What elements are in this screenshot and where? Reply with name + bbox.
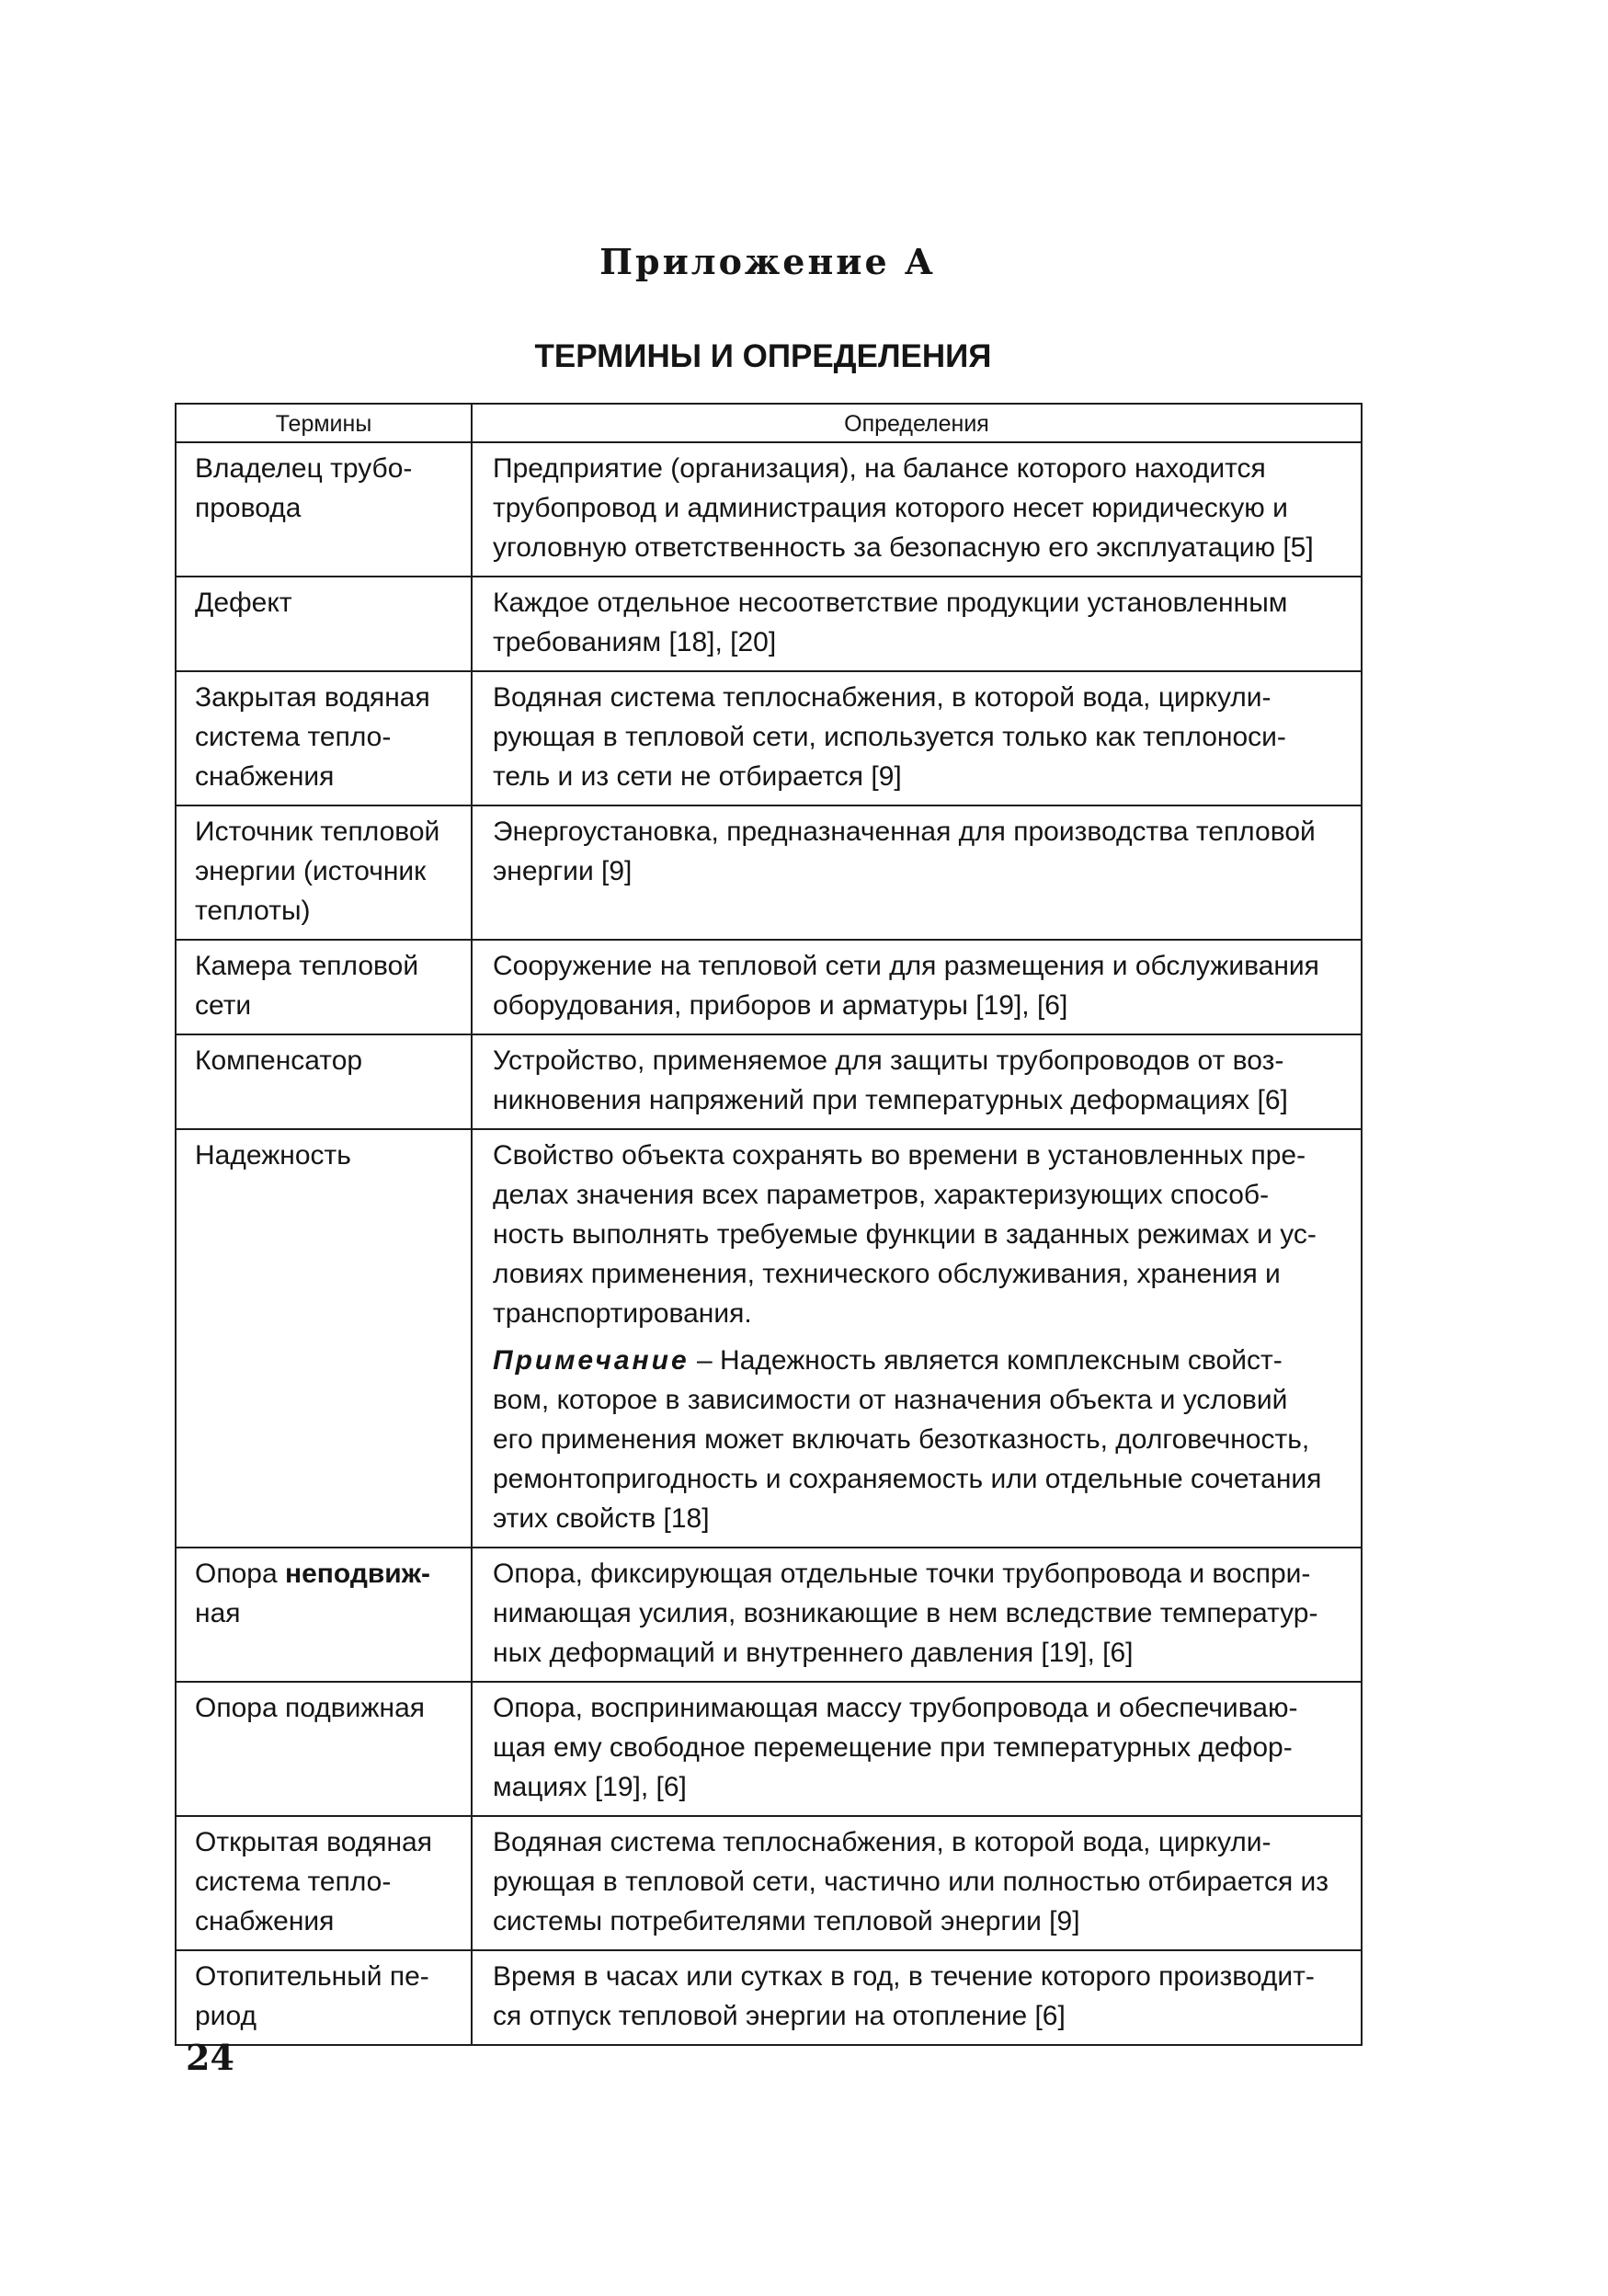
term-bold-part: неподвиж- (284, 1559, 431, 1589)
table-row (176, 940, 1362, 1034)
definition-line: рующая в тепловой сети, используется только как теплоноси- (493, 722, 1286, 752)
term-cell (176, 940, 472, 1034)
term-cell (176, 805, 472, 940)
definition-line: системы потребителями тепловой энергии [9] (493, 1906, 1080, 1936)
definition-line: требованиям [18], [20] (493, 627, 777, 657)
definition-line: тель и из сети не отбирается [9] (493, 761, 902, 792)
term-cell (176, 1129, 472, 1548)
term-line: энергии (источник (195, 856, 427, 886)
term-line: снабжения (195, 1906, 335, 1936)
page-number: 24 (186, 2037, 234, 2078)
definition-line: Опора, воспринимающая массу трубопровода и обеспечиваю- (493, 1693, 1298, 1723)
definition-line: Энергоустановка, предназначенная для производства тепловой (493, 817, 1316, 847)
definition-line: Устройство, применяемое для защиты трубопроводов от воз- (493, 1045, 1284, 1076)
section-title: ТЕРМИНЫ И ОПРЕДЕЛЕНИЯ (534, 338, 992, 374)
term-line: Закрытая водяная (195, 682, 430, 713)
definition-line: Водяная система теплоснабжения, в которой вода, циркули- (493, 682, 1272, 713)
term-cell (176, 1034, 472, 1129)
definition-cell (472, 1950, 1362, 2045)
term-cell (176, 671, 472, 805)
table-header-row (176, 404, 1362, 442)
definition-line: Сооружение на тепловой сети для размещения и обслуживания (493, 951, 1319, 981)
table-row (176, 1129, 1362, 1548)
note-line: его применения может включать безотказность, долговечность, (493, 1424, 1310, 1455)
term-line: Источник тепловой (195, 817, 440, 847)
table-row (176, 1548, 1362, 1682)
term-line: Опора подвижная (195, 1693, 426, 1723)
term-cell (176, 442, 472, 577)
term-line: Камера тепловой (195, 951, 419, 981)
term-line: теплоты) (195, 896, 311, 926)
definition-cell (472, 940, 1362, 1034)
term-cell (176, 1682, 472, 1816)
definition-cell (472, 805, 1362, 940)
table-row (176, 805, 1362, 940)
definition-line: нимающая усилия, возникающие в нем вследствие температур- (493, 1598, 1318, 1628)
table-row (176, 1682, 1362, 1816)
term-cell (176, 1950, 472, 2045)
definition-cell (472, 577, 1362, 671)
term-line: система тепло- (195, 1867, 392, 1897)
note-line: этих свойств [18] (493, 1503, 710, 1534)
note-line: ремонтопригодность и сохраняемость или отдельные сочетания (493, 1464, 1322, 1494)
definition-line: Каждое отдельное несоответствие продукции установленным (493, 588, 1288, 618)
definition-line: Водяная система теплоснабжения, в которой вода, циркули- (493, 1827, 1272, 1857)
term-line: Отопительный пе- (195, 1961, 429, 1992)
table-row (176, 1950, 1362, 2045)
definition-line: Опора, фиксирующая отдельные точки трубопровода и воспри- (493, 1559, 1311, 1589)
definition-line: транспортирования. (493, 1298, 752, 1329)
terms-table (175, 403, 1363, 2046)
definition-line: никновения напряжений при температурных деформациях [6] (493, 1085, 1288, 1115)
header-terms: Термины (176, 404, 472, 442)
term-cell (176, 1816, 472, 1950)
definition-line: уголовную ответственность за безопасную его эксплуатацию [5] (493, 532, 1314, 563)
definition-cell (472, 1682, 1362, 1816)
note-first-line (493, 1341, 1350, 1380)
definition-line: трубопровод и администрация которого несет юридическую и (493, 493, 1288, 523)
definition-line: рующая в тепловой сети, частично или полностью отбирается из (493, 1867, 1329, 1897)
definition-cell (472, 1034, 1362, 1129)
table-row (176, 1816, 1362, 1950)
term-line: сети (195, 990, 252, 1021)
term-cell (176, 577, 472, 671)
definition-line: ных деформаций и внутреннего давления [19], [6] (493, 1638, 1134, 1668)
table-row (176, 1034, 1362, 1129)
definition-cell (472, 442, 1362, 577)
term-line: риод (195, 2001, 257, 2031)
note-line: вом, которое в зависимости от назначения объекта и условий (493, 1385, 1288, 1415)
definition-line: щая ему свободное перемещение при температурных дефор- (493, 1732, 1293, 1763)
definition-line: энергии [9] (493, 856, 633, 886)
term-line: Компенсатор (195, 1045, 363, 1076)
term-cell (176, 1548, 472, 1682)
definition-cell (472, 1548, 1362, 1682)
term-line: провода (195, 493, 302, 523)
term-line: система тепло- (195, 722, 392, 752)
note-text: – Надежность является комплексным свойст- (697, 1345, 1283, 1376)
table-row (176, 577, 1362, 671)
term-line: Дефект (195, 588, 292, 618)
definition-line: ность выполнять требуемые функции в заданных режимах и ус- (493, 1219, 1317, 1250)
definition-cell (472, 1816, 1362, 1950)
definition-line: делах значения всех параметров, характеризующих способ- (493, 1180, 1270, 1210)
definition-line: ся отпуск тепловой энергии на отопление [6] (493, 2001, 1066, 2031)
term-line: Владелец трубо- (195, 453, 413, 484)
definition-line: оборудования, приборов и арматуры [19], [6] (493, 990, 1068, 1021)
header-definitions: Определения (472, 404, 1362, 442)
appendix-title: Приложение А (599, 241, 936, 282)
definition-cell (472, 1129, 1362, 1548)
term-line: Надежность (195, 1140, 351, 1171)
term-line: снабжения (195, 761, 335, 792)
term-prefix: Опора (195, 1559, 285, 1589)
note-label: Примечание (493, 1345, 690, 1376)
definition-line: ловиях применения, технического обслуживания, хранения и (493, 1259, 1281, 1289)
definition-cell (472, 671, 1362, 805)
table-row (176, 442, 1362, 577)
definition-line: мациях [19], [6] (493, 1772, 687, 1802)
definition-line: Время в часах или сутках в год, в течение которого производит- (493, 1961, 1315, 1992)
term-line: ная (195, 1598, 241, 1628)
term-line: Открытая водяная (195, 1827, 432, 1857)
definition-line: Предприятие (организация), на балансе которого находится (493, 453, 1266, 484)
term-line (195, 1554, 463, 1593)
table-row (176, 671, 1362, 805)
definition-line: Свойство объекта сохранять во времени в установленных пре- (493, 1140, 1306, 1171)
